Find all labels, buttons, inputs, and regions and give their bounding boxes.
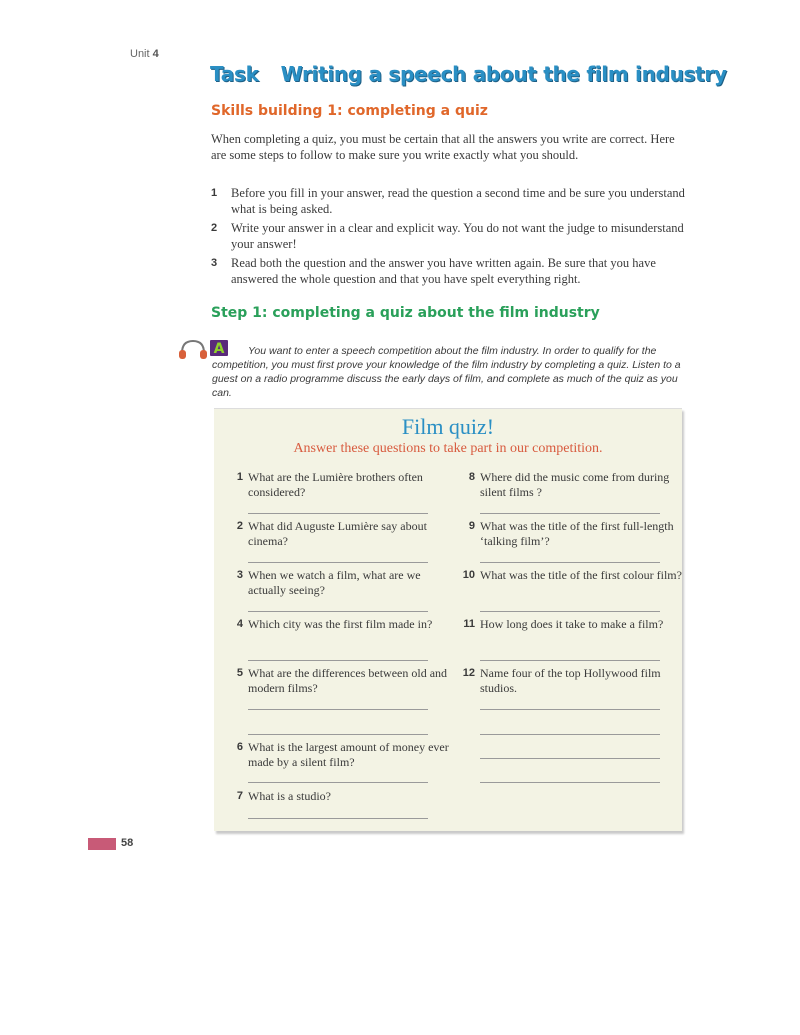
answer-line[interactable] xyxy=(480,782,660,783)
answer-line[interactable] xyxy=(480,758,660,759)
quiz-question-11: 11 How long does it take to make a film? xyxy=(463,617,664,631)
unit-label: Unit 4 xyxy=(130,48,159,60)
activity-instruction: You want to enter a speech competition about the film industry. In order to qualify for the competition, you must first prove your knowledge of the film industry by completing a quiz. Listen to a guest on a radio programme discuss the early days of film, and complete as much of the quiz as you can. xyxy=(212,345,681,399)
quiz-question-10: 10 What was the title of the first colour film? xyxy=(462,568,682,582)
list-item: 2 Write your answer in a clear and explicit way. You do not want the judge to misunderstand your answer! xyxy=(211,221,684,251)
answer-line[interactable] xyxy=(480,709,660,710)
list-item: 3 Read both the question and the answer you have written again. Be sure that you have answered the whole question and that you have spelt everything right. xyxy=(211,256,656,286)
quiz-question-8: 8 Where did the music come from during silent films ? xyxy=(468,470,670,499)
answer-line[interactable] xyxy=(248,709,428,710)
quiz-question-1: 1 What are the Lumière brothers often considered? xyxy=(236,470,423,499)
quiz-subtitle: Answer these questions to take part in our competition. xyxy=(293,441,603,456)
page-title xyxy=(210,62,727,86)
page-number-band xyxy=(88,838,116,850)
answer-line[interactable] xyxy=(480,660,660,661)
quiz-question-9: 9 What was the title of the first full-length ‘talking film’? xyxy=(468,519,674,548)
quiz-question-6: 6 What is the largest amount of money ever made by a silent film? xyxy=(236,740,449,769)
quiz-question-5: 5 What are the differences between old and modern films? xyxy=(236,666,448,695)
answer-line[interactable] xyxy=(248,611,428,612)
quiz-box xyxy=(214,408,682,831)
answer-line[interactable] xyxy=(480,734,660,735)
headphones-icon xyxy=(178,338,208,360)
quiz-question-2: 2 What did Auguste Lumière say about cinema? xyxy=(236,519,427,548)
answer-line[interactable] xyxy=(248,782,428,783)
list-item: 1 Before you fill in your answer, read the question a second time and be sure you understand what is being asked. xyxy=(211,186,685,216)
title-text: Writing a speech about the film industry xyxy=(280,62,727,86)
title-task: Task xyxy=(210,62,259,86)
steps-list xyxy=(211,185,686,290)
quiz-title: Film quiz! xyxy=(401,414,495,439)
intro-paragraph: When completing a quiz, you must be certain that all the answers you write are correct. Here are some steps to follow to make sure you write exactly what you should. xyxy=(211,132,675,162)
svg-text:A: A xyxy=(213,341,225,356)
answer-line[interactable] xyxy=(248,660,428,661)
answer-line[interactable] xyxy=(480,562,660,563)
answer-line[interactable] xyxy=(248,734,428,735)
answer-line[interactable] xyxy=(480,513,660,514)
quiz-question-7: 7 What is a studio? xyxy=(236,789,331,803)
quiz-question-3: 3 When we watch a film, what are we actually seeing? xyxy=(236,568,421,597)
skills-heading: Skills building 1: completing a quiz xyxy=(211,103,488,119)
quiz-question-4: 4 Which city was the first film made in? xyxy=(236,617,433,631)
page-number: 58 xyxy=(121,837,134,849)
answer-line[interactable] xyxy=(248,562,428,563)
quiz-question-12: 12 Name four of the top Hollywood film studios. xyxy=(462,666,661,695)
answer-line[interactable] xyxy=(248,513,428,514)
step1-heading: Step 1: completing a quiz about the film industry xyxy=(211,305,600,321)
answer-line[interactable] xyxy=(480,611,660,612)
answer-line[interactable] xyxy=(248,818,428,819)
